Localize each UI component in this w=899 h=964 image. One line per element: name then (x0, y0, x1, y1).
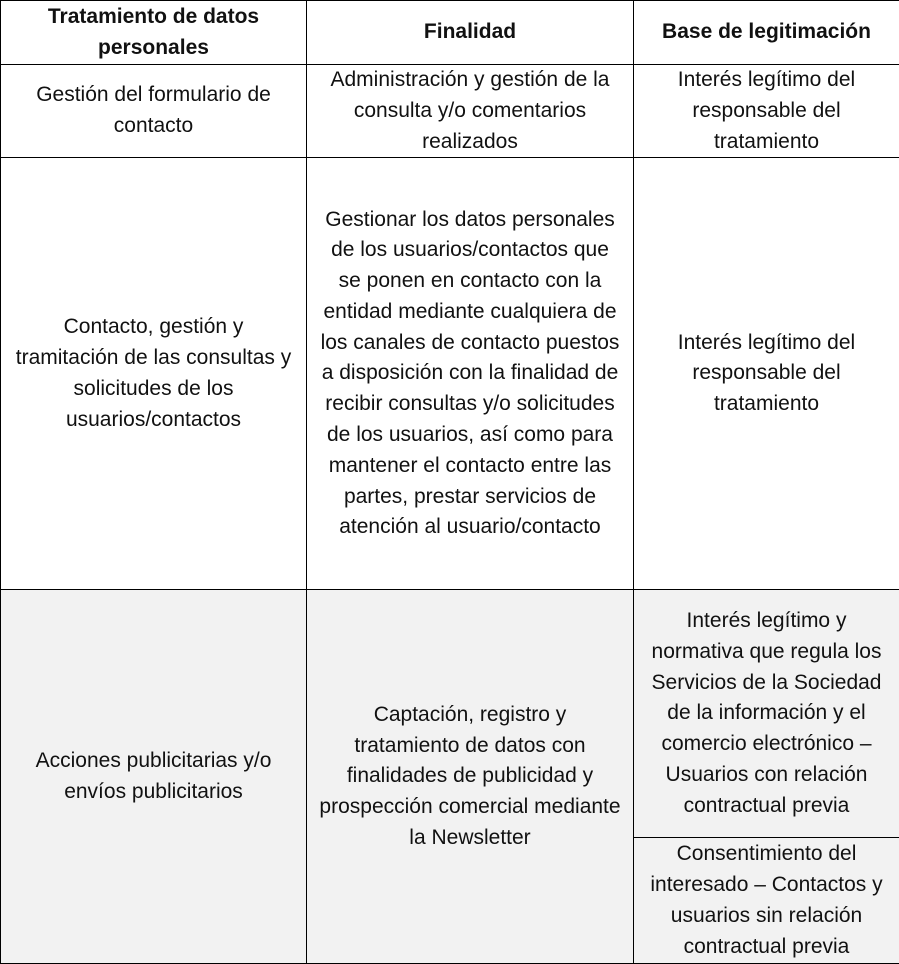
header-tratamiento: Tratamiento de datos personales (1, 1, 307, 65)
table-row (1, 158, 899, 590)
cell-finalidad: Administración y gestión de la consulta y/o comentarios realizados (307, 65, 634, 158)
cell-tratamiento: Acciones publicitarias y/o envíos publicitarios (1, 590, 307, 964)
table-row (1, 65, 899, 158)
cell-base-legitimacion: Interés legítimo del responsable del tratamiento (634, 65, 899, 158)
header-finalidad: Finalidad (307, 1, 634, 65)
cell-base-legitimacion: Interés legítimo del responsable del tratamiento (634, 158, 899, 590)
cell-tratamiento: Contacto, gestión y tramitación de las consultas y solicitudes de los usuarios/contactos (1, 158, 307, 590)
cell-base-legitimacion: Consentimiento del interesado – Contactos y usuarios sin relación contractual previa (634, 838, 899, 964)
table-row (1, 590, 899, 838)
table-header-row (1, 1, 899, 65)
cell-base-legitimacion: Interés legítimo y normativa que regula los Servicios de la Sociedad de la información y el comercio electrónico – Usuarios con relación contractual previa (634, 590, 899, 838)
header-base-legitimacion: Base de legitimación (634, 1, 899, 65)
cell-finalidad: Captación, registro y tratamiento de datos con finalidades de publicidad y prospección comercial mediante la Newsletter (307, 590, 634, 964)
cell-finalidad: Gestionar los datos personales de los usuarios/contactos que se ponen en contacto con la entidad mediante cualquiera de los canales de contacto puestos a disposición con la finalidad de recibir consultas y/o solicitudes de los usuarios, así como para mantener el contacto entre las partes, prestar servicios de atención al usuario/contacto (307, 158, 634, 590)
cell-tratamiento: Gestión del formulario de contacto (1, 65, 307, 158)
